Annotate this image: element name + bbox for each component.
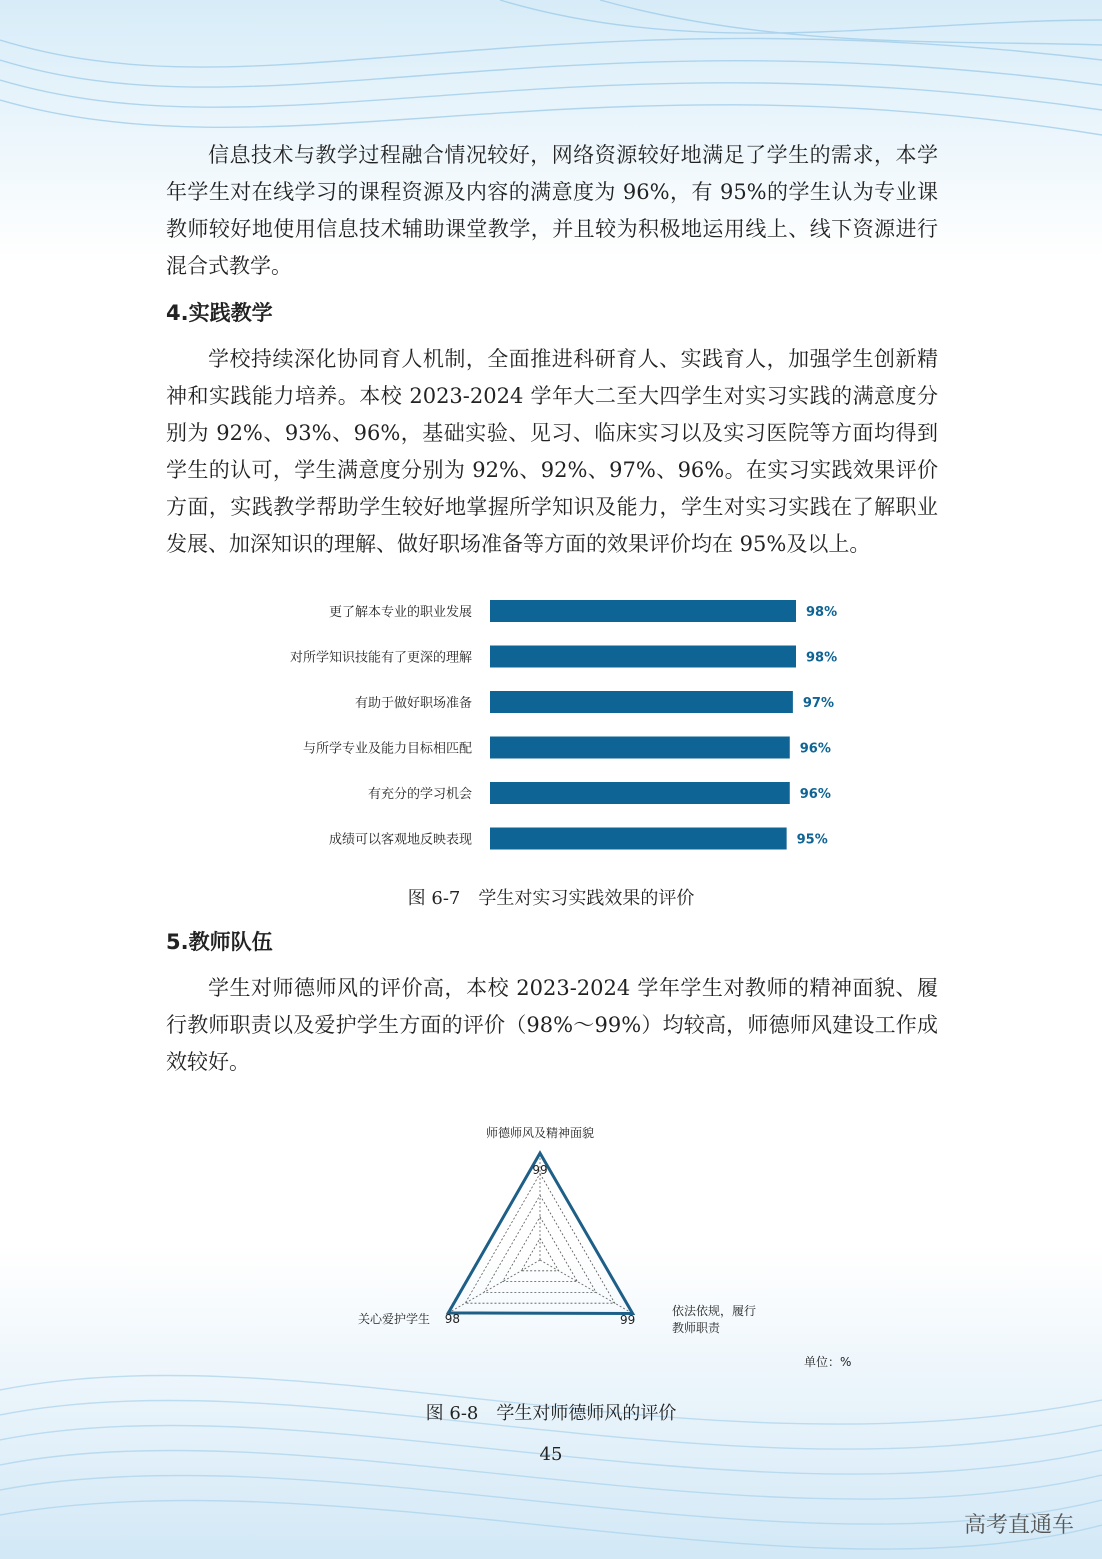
page-number: 45: [539, 1444, 563, 1465]
radar-value-label: 98: [444, 1312, 460, 1326]
radar-unit-label: 单位：%: [804, 1355, 852, 1369]
bar: [490, 691, 793, 713]
bar-value-label: 98%: [806, 650, 838, 666]
bar-category-label: 对所学知识技能有了更深的理解: [289, 650, 472, 666]
figure-caption-6-8: 图 6-8 学生对师德师风的评价: [425, 1403, 677, 1424]
radar-series-line: [448, 1153, 632, 1313]
radar-value-label: 99: [620, 1313, 636, 1327]
bar-value-label: 95%: [796, 832, 828, 848]
radar-category-label: 师德师风及精神面貌: [485, 1126, 595, 1140]
radar-category-label: 依法依规，履行教师职责: [672, 1304, 757, 1335]
bar-category-label: 有充分的学习机会: [367, 787, 472, 802]
bar-value-label: 96%: [799, 787, 831, 802]
internship-effect-bar-chart: [220, 590, 870, 860]
bar-value-label: 96%: [799, 741, 831, 757]
bar-value-label: 97%: [802, 696, 835, 711]
bar: [490, 782, 790, 804]
bar: [490, 600, 796, 622]
radar-axis: [446, 1260, 540, 1314]
bar-category-label: 更了解本专业的职业发展: [328, 605, 472, 620]
bar: [490, 828, 787, 850]
heading-practice-teaching: 4.实践教学: [166, 301, 273, 325]
bar-value-label: 98%: [806, 605, 838, 620]
watermark-text: 高考直通车: [963, 1513, 1074, 1538]
paragraph-practice-teaching: 学校持续深化协同育人机制，全面推进科研育人、实践育人，加强学生创新精神和实践能力培养。本校 2023-2024 学年大二至大四学生对实习实践的满意度分别为 92%、93%、96%，基础实验、见习、临床实习以及实习医院等方面均得到学生的认可，学生满意度分别为 92%、92%、97%、96%。在实习实践效果评价方面，实践教学帮助学生较好地掌握所学知识及能力，学生对实习实践在了解职业发展、加深知识的理解、做好职场准备等方面的效果评价均在 95%及以上。: [166, 347, 938, 556]
bar-category-label: 成绩可以客观地反映表现: [328, 832, 472, 848]
figure-caption-6-7: 图 6-7 学生对实习实践效果的评价: [407, 888, 695, 909]
paragraph-online-learning: 信息技术与教学过程融合情况较好，网络资源较好地满足了学生的需求，本学年学生对在线学习的课程资源及内容的满意度为 96%，有 95%的学生认为专业课教师较好地使用信息技术辅助课堂教学，并且较为积极地运用线上、线下资源进行混合式教学。: [166, 143, 938, 278]
heading-teacher-team: 5.教师队伍: [166, 930, 273, 954]
bar-category-label: 有助于做好职场准备: [354, 696, 472, 711]
radar-category-label: 关心爱护学生: [357, 1312, 430, 1326]
paragraph-teacher-ethics: 学生对师德师风的评价高，本校 2023-2024 学年学生对教师的精神面貌、履行教师职责以及爱护学生方面的评价（98%～99%）均较高，师德师风建设工作成效较好。: [166, 976, 938, 1074]
bar: [490, 646, 796, 668]
radar-axis: [540, 1260, 634, 1314]
radar-value-label: 99: [532, 1163, 548, 1177]
teacher-ethics-radar-chart: [300, 1115, 800, 1350]
bar: [490, 737, 790, 759]
bar-category-label: 与所学专业及能力目标相匹配: [302, 741, 472, 757]
